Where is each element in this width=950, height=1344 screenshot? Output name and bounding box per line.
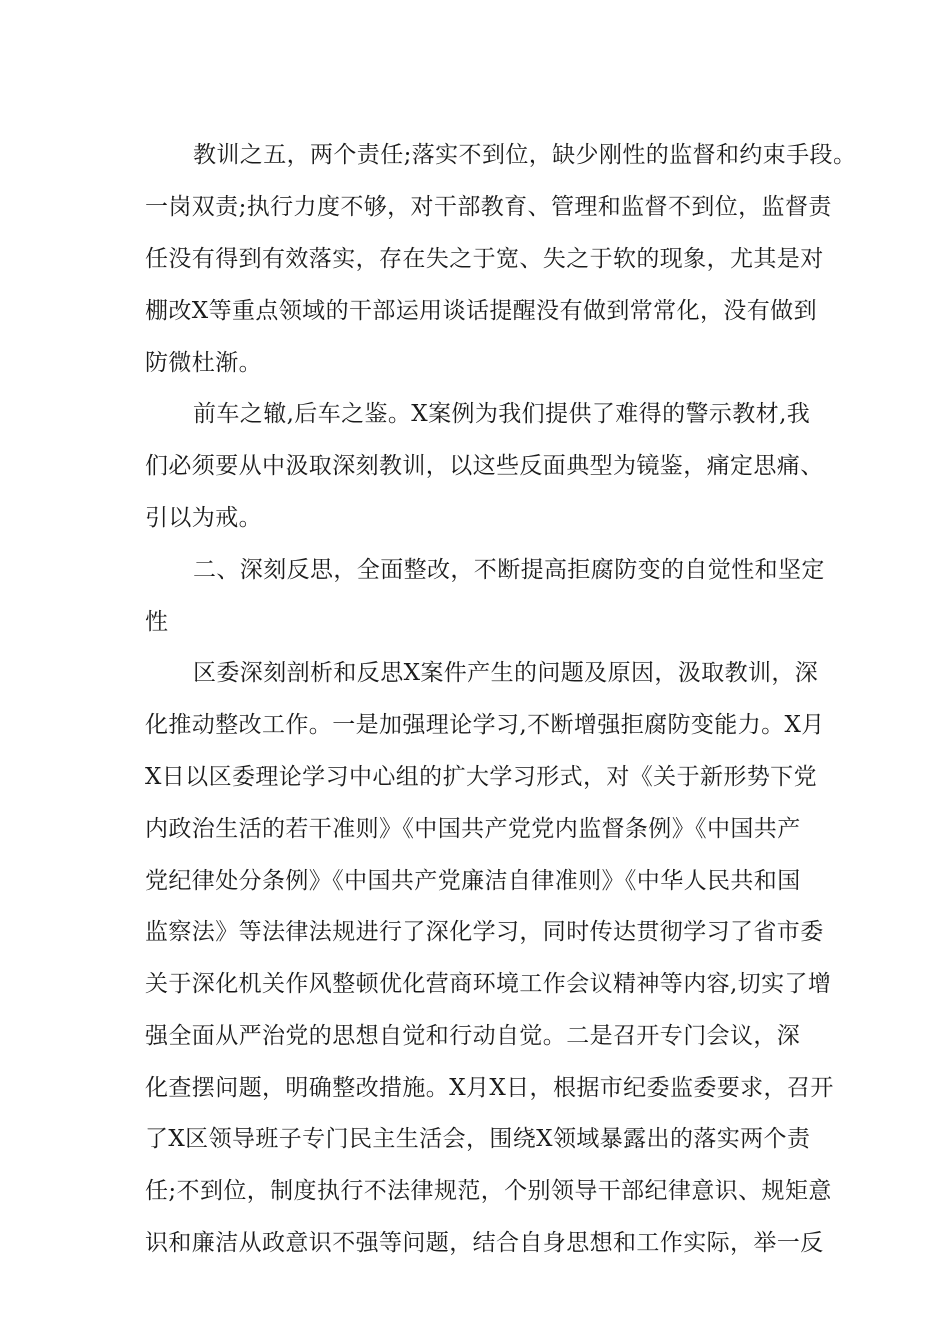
text-line: 了X区领导班子专门民主生活会，围绕X领域暴露出的落实两个责 [145, 1126, 811, 1152]
text-line: 棚改X等重点领域的干部运用谈话提醒没有做到常常化，没有做到 [145, 298, 817, 324]
text-line: 党纪律处分条例》《中国共产党廉洁自律准则》《中华人民共和国 [145, 868, 801, 894]
text-line: 防微杜渐。 [145, 350, 262, 376]
text-line: 内政治生活的若干准则》《中国共产党党内监督条例》《中国共产 [145, 816, 801, 842]
text-line: 关于深化机关作风整顿优化营商环境工作会议精神等内容,切实了增 [145, 971, 832, 997]
text-line: 识和廉洁从政意识不强等问题，结合自身思想和工作实际，举一反 [145, 1230, 824, 1256]
text-line: 教训之五，两个责任;落实不到位，缺少刚性的监督和约束手段。 [193, 142, 857, 168]
text-line: 引以为戒。 [145, 505, 262, 531]
text-line: 化推动整改工作。一是加强理论学习,不断增强拒腐防变能力。X月 [145, 712, 825, 738]
text-line: 化查摆问题，明确整改措施。X月X日，根据市纪委监委要求，召开 [145, 1075, 834, 1101]
text-line: 区委深刻剖析和反思X案件产生的问题及原因，汲取教训，深 [193, 660, 819, 686]
text-line: 们必须要从中汲取深刻教训，以这些反面典型为镜鉴，痛定思痛、 [145, 453, 824, 479]
section-heading: 二、深刻反思，全面整改，不断提高拒腐防变的自觉性和坚定 [193, 557, 825, 583]
text-line: 任;不到位，制度执行不法律规范，个别领导干部纪律意识、规矩意 [145, 1178, 832, 1204]
text-line: 监察法》等法律法规进行了深化学习，同时传达贯彻学习了省市委 [145, 919, 824, 945]
text-line: 一岗双责;执行力度不够，对干部教育、管理和监督不到位，监督责 [145, 194, 832, 220]
text-line: 前车之辙,后车之鉴。X案例为我们提供了难得的警示教材,我 [193, 401, 811, 427]
text-line: 强全面从严治党的思想自觉和行动自觉。二是召开专门会议，深 [145, 1023, 801, 1049]
text-line: 任没有得到有效落实，存在失之于宽、失之于软的现象，尤其是对 [145, 246, 824, 272]
section-heading: 性 [145, 609, 169, 635]
text-line: X日以区委理论学习中心组的扩大学习形式，对《关于新形势下党 [145, 764, 817, 790]
